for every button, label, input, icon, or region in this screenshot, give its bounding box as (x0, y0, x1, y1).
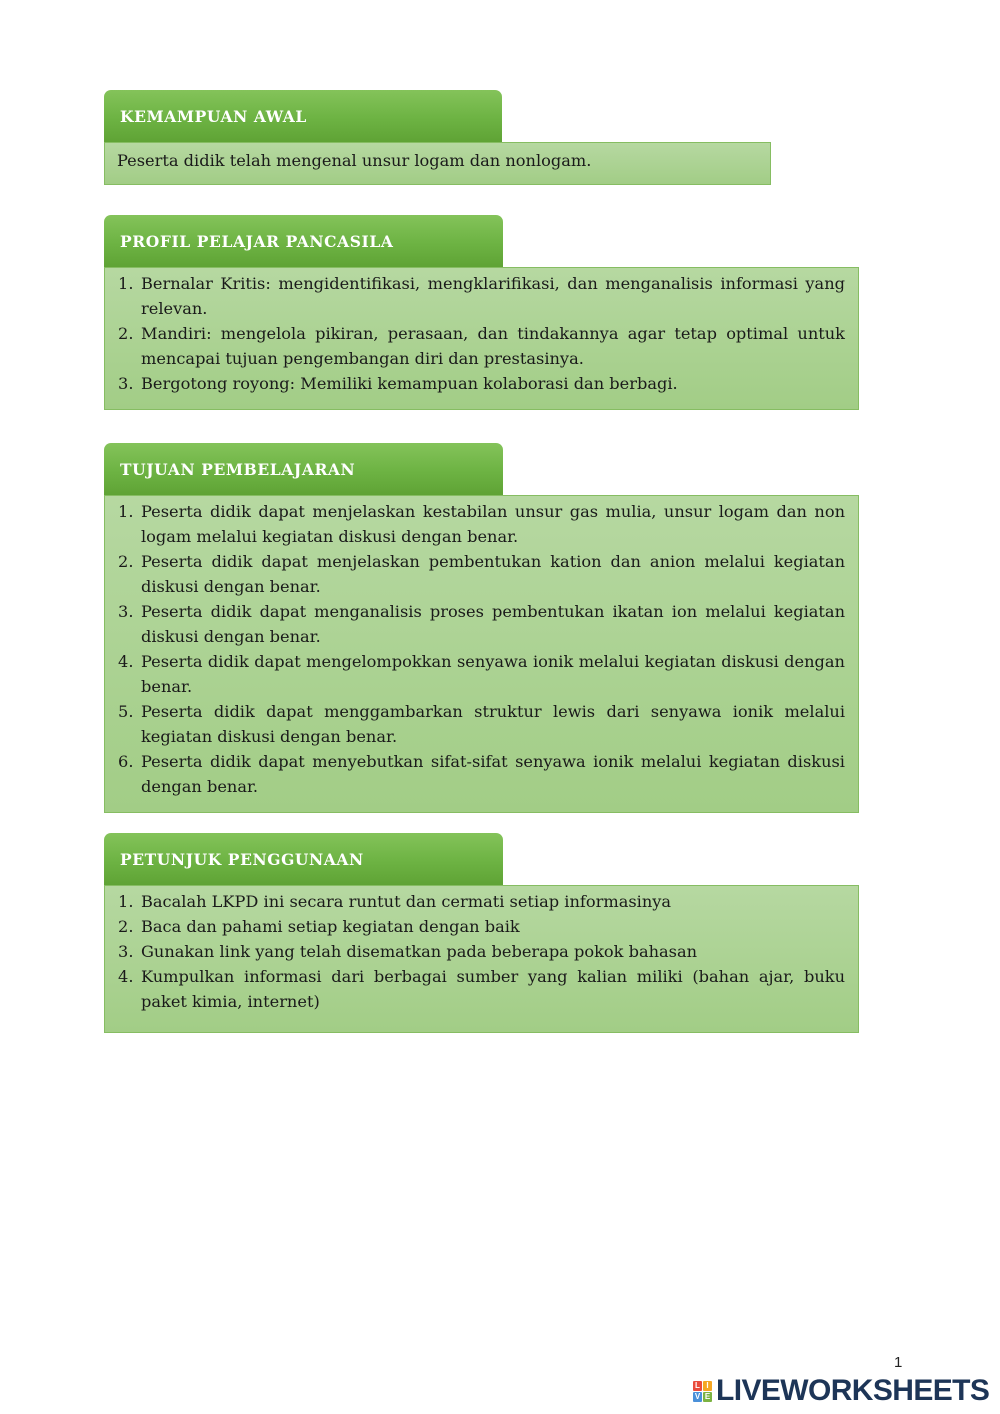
section-heading: KEMAMPUAN AWAL (104, 90, 502, 142)
list-item: Baca dan pahami setiap kegiatan dengan baik (141, 917, 520, 936)
logo-letter: L (693, 1381, 702, 1391)
section-body (104, 495, 859, 813)
logo-letter: E (704, 1392, 711, 1401)
logo-letter: I (703, 1381, 712, 1391)
list-item: Gunakan link yang telah disematkan pada beberapa pokok bahasan (141, 942, 698, 961)
list-item: Bacalah LKPD ini secara runtut dan cermati setiap informasinya (141, 892, 672, 911)
section-body (104, 885, 859, 1033)
section-tujuan-pembelajaran (104, 443, 859, 813)
section-kemampuan-awal (104, 90, 771, 185)
list-item: Peserta didik dapat menjelaskan pembentukan kation dan anion melalui kegiatan diskusi dengan benar. (141, 552, 845, 596)
list-item: Peserta didik dapat mengelompokkan senyawa ionik melalui kegiatan diskusi dengan benar. (141, 652, 845, 696)
list-item: Bergotong royong: Memiliki kemampuan kolaborasi dan berbagi. (141, 374, 678, 393)
list-item: Bernalar Kritis: mengidentifikasi, mengklarifikasi, dan menganalisis informasi yang relevan. (141, 274, 845, 318)
logo-wordmark: LIVEWORKSHEETS (716, 1374, 990, 1407)
logo-grid-icon (693, 1381, 712, 1402)
list-item: Peserta didik dapat menyebutkan sifat-sifat senyawa ionik melalui kegiatan diskusi dengan benar. (141, 752, 845, 796)
list-item: Mandiri: mengelola pikiran, perasaan, dan tindakannya agar tetap optimal untuk mencapai tujuan pengembangan diri dan prestasinya. (141, 324, 845, 368)
list-item: Peserta didik dapat menganalisis proses pembentukan ikatan ion melalui kegiatan diskusi dengan benar. (141, 602, 845, 646)
item-list (105, 268, 858, 409)
section-heading: PROFIL PELAJAR PANCASILA (104, 215, 503, 267)
section-body: Peserta didik telah mengenal unsur logam dan nonlogam. (104, 142, 771, 185)
section-body (104, 267, 859, 410)
section-heading: TUJUAN PEMBELAJARAN (104, 443, 503, 495)
section-petunjuk-penggunaan (104, 833, 859, 1033)
liveworksheets-logo (693, 1375, 989, 1407)
item-list (105, 886, 858, 1032)
list-item: Peserta didik dapat menggambarkan struktur lewis dari senyawa ionik melalui kegiatan diskusi dengan benar. (141, 702, 845, 746)
section-heading: PETUNJUK PENGGUNAAN (104, 833, 503, 885)
logo-letter: V (694, 1392, 701, 1401)
section-profil-pelajar (104, 215, 859, 410)
page-number: 1 (894, 1354, 903, 1371)
list-item: Peserta didik dapat menjelaskan kestabilan unsur gas mulia, unsur logam dan non logam melalui kegiatan diskusi dengan benar. (141, 502, 845, 546)
item-list (105, 496, 858, 812)
list-item: Kumpulkan informasi dari berbagai sumber yang kalian miliki (bahan ajar, buku paket kimia, internet) (141, 967, 845, 1011)
